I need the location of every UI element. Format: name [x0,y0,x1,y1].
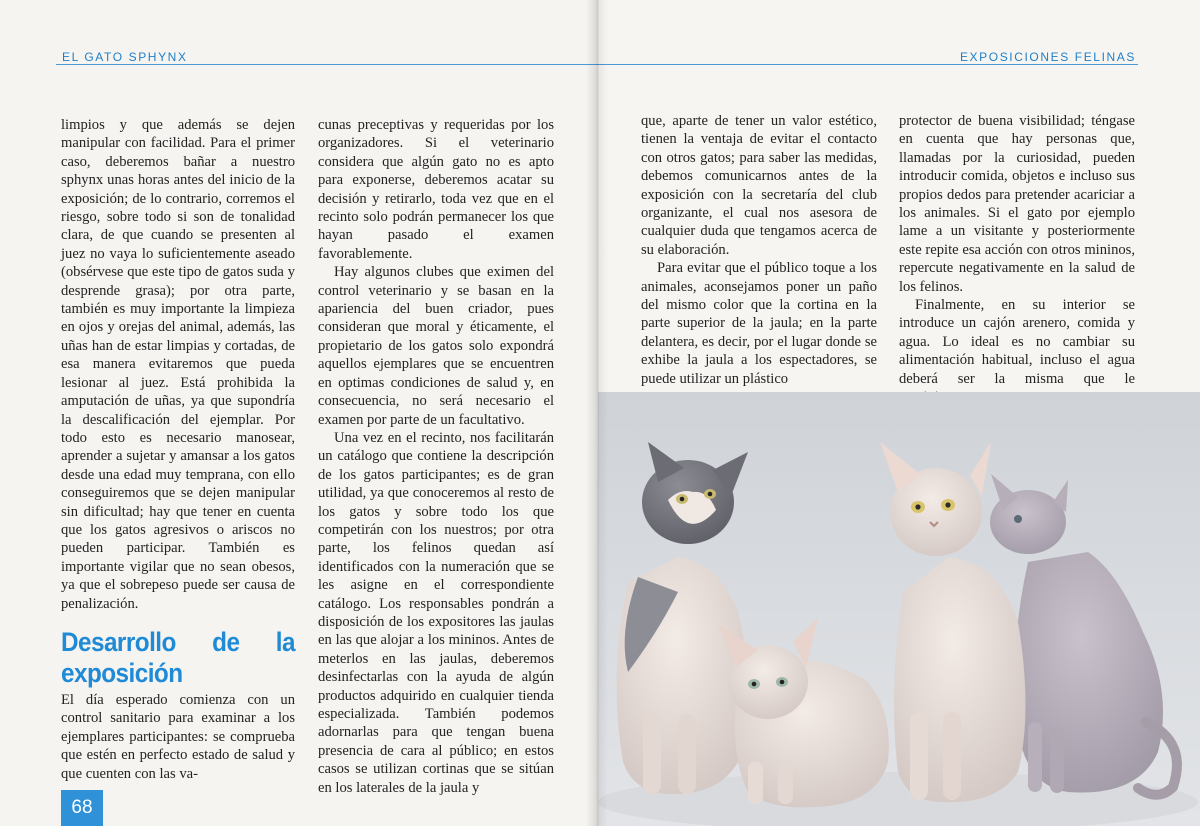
paragraph: Hay algunos clubes que eximen del control veterinario y se basan en la apariencia del buen criador, pues consideran que moral y éticamente, el propietario de los gatos solo expondrá aquellos ejemplares que se encuentren en optimas condiciones de salud y, en consecuencia, no será necesario el examen por parte de un facultativo. [318,264,554,428]
sphynx-cats-photo [598,392,1200,826]
book-gutter [586,0,608,826]
text-column-3 [641,112,877,388]
paragraph: cunas preceptivas y requeridas por los organizadores. Si el veterinario considera que algún gato no es apto para exponerse, deberemos acatar su decisión y retirarlo, toda vez que en el recinto solo podrán permanecer los que hayan pasado el examen favorablemente. [318,117,554,262]
paragraph: protector de buena visibilidad; téngase en cuenta que hay personas que, llamadas por la curiosidad, pueden introducir comida, objetos e incluso sus propios dedos para pretender acariciar a los animales. Si el gato por ejemplo lame a un visitante y posteriormente este repite esa acción con otros mininos, repercute negativamente en la salud de los felinos. [899,113,1135,295]
paragraph: Finalmente, en su interior se introduce un cajón arenero, comida y agua. Lo ideal es no cambiar su alimentación habitual, incluso el agua deberá ser la misma que le [899,297,1135,387]
paragraph: que, aparte de tener un valor estético, tienen la ventaja de evitar el contacto con otros gatos; para saber las medidas, debemos comunicarnos antes de la exposición con la secretaría del club organizante, el cual nos asesora de cualquier duda que tengamos acerca de su elaboración. [641,113,877,258]
running-head-right: EXPOSICIONES FELINAS [959,50,1136,64]
running-head-left: EL GATO SPHYNX [62,50,188,64]
paragraph: Una vez en el recinto, nos facilitarán un catálogo que contiene la descripción de los gatos participantes; es de gran utilidad, ya que conoceremos al resto de los gatos y sobre todo los que competirán con los nuestros; por otra parte, los felinos quedan así identificados con la numeración que se les asigne en el correspondiente catálogo. Los responsables pondrán a disposición de los expositores las jaulas en las que alojar a los mininos. Antes de meterlos en las jaulas, deberemos desinfectarlas con la ayuda de algún productos adquirido en cualquier tienda especializada. También podemos adornarlas para que tengan buena presencia de cara al público; en estos casos se utilizan cortinas que se sitúan en los laterales de la jaula y [318,429,554,796]
text-column-1 [61,116,295,783]
cats-illustration [598,392,1200,826]
right-page [598,0,1200,826]
left-page [0,0,598,826]
paragraph: Para evitar que el público toque a los animales, aconsejamos poner un paño del mismo color que la cortina en la parte superior de la jaula; en la parte delantera, es decir, por el lugar donde se exhibe la jaula a los espectadores, se puede utilizar un plástico [641,260,877,387]
paragraph: El día esperado comienza con un control sanitario para examinar a los ejemplares participantes: se comprueba que estén en perfecto estado de salud y que cuenten con las va- [61,691,295,782]
section-heading: Desarrollo de la exposición [61,626,295,688]
header-rule-left [56,64,598,65]
header-rule-right [598,64,1138,65]
text-column-4 [899,112,1135,407]
page-number: 68 [61,790,103,826]
paragraph: limpios y que además se dejen manipular con facilidad. Para el primer caso, deberemos bañar a nuestro sphynx unas horas antes del inicio de la exposición; de lo contrario, corremos el riesgo, sobre todo si son de tonalidad clara, de que cuando se presenten al juez no vaya lo suficientemente aseado (obsérvese que este tipo de gatos suda y desprende grasa); por otra parte, también es muy importante la limpieza en ojos y orejas del animal, además, las uñas han de estar limpias y cortadas, de esa manera evitaremos que pueda lesionar al juez. Está prohibida la amputación de uñas, ya que supondría la descalificación del ejemplar. Por todo esto es necesario manosear, aprender a sujetar y amansar a los gatos desde una edad muy temprana, con ello conseguiremos que se dejen manipular sin dificultad; hay que tener en cuenta que los gatos agresivos o ariscos no pueden participar. También es importante vigilar que no sean obesos, ya que el sobrepeso puede ser causa de penalización. [61,117,295,612]
text-column-2 [318,116,554,797]
